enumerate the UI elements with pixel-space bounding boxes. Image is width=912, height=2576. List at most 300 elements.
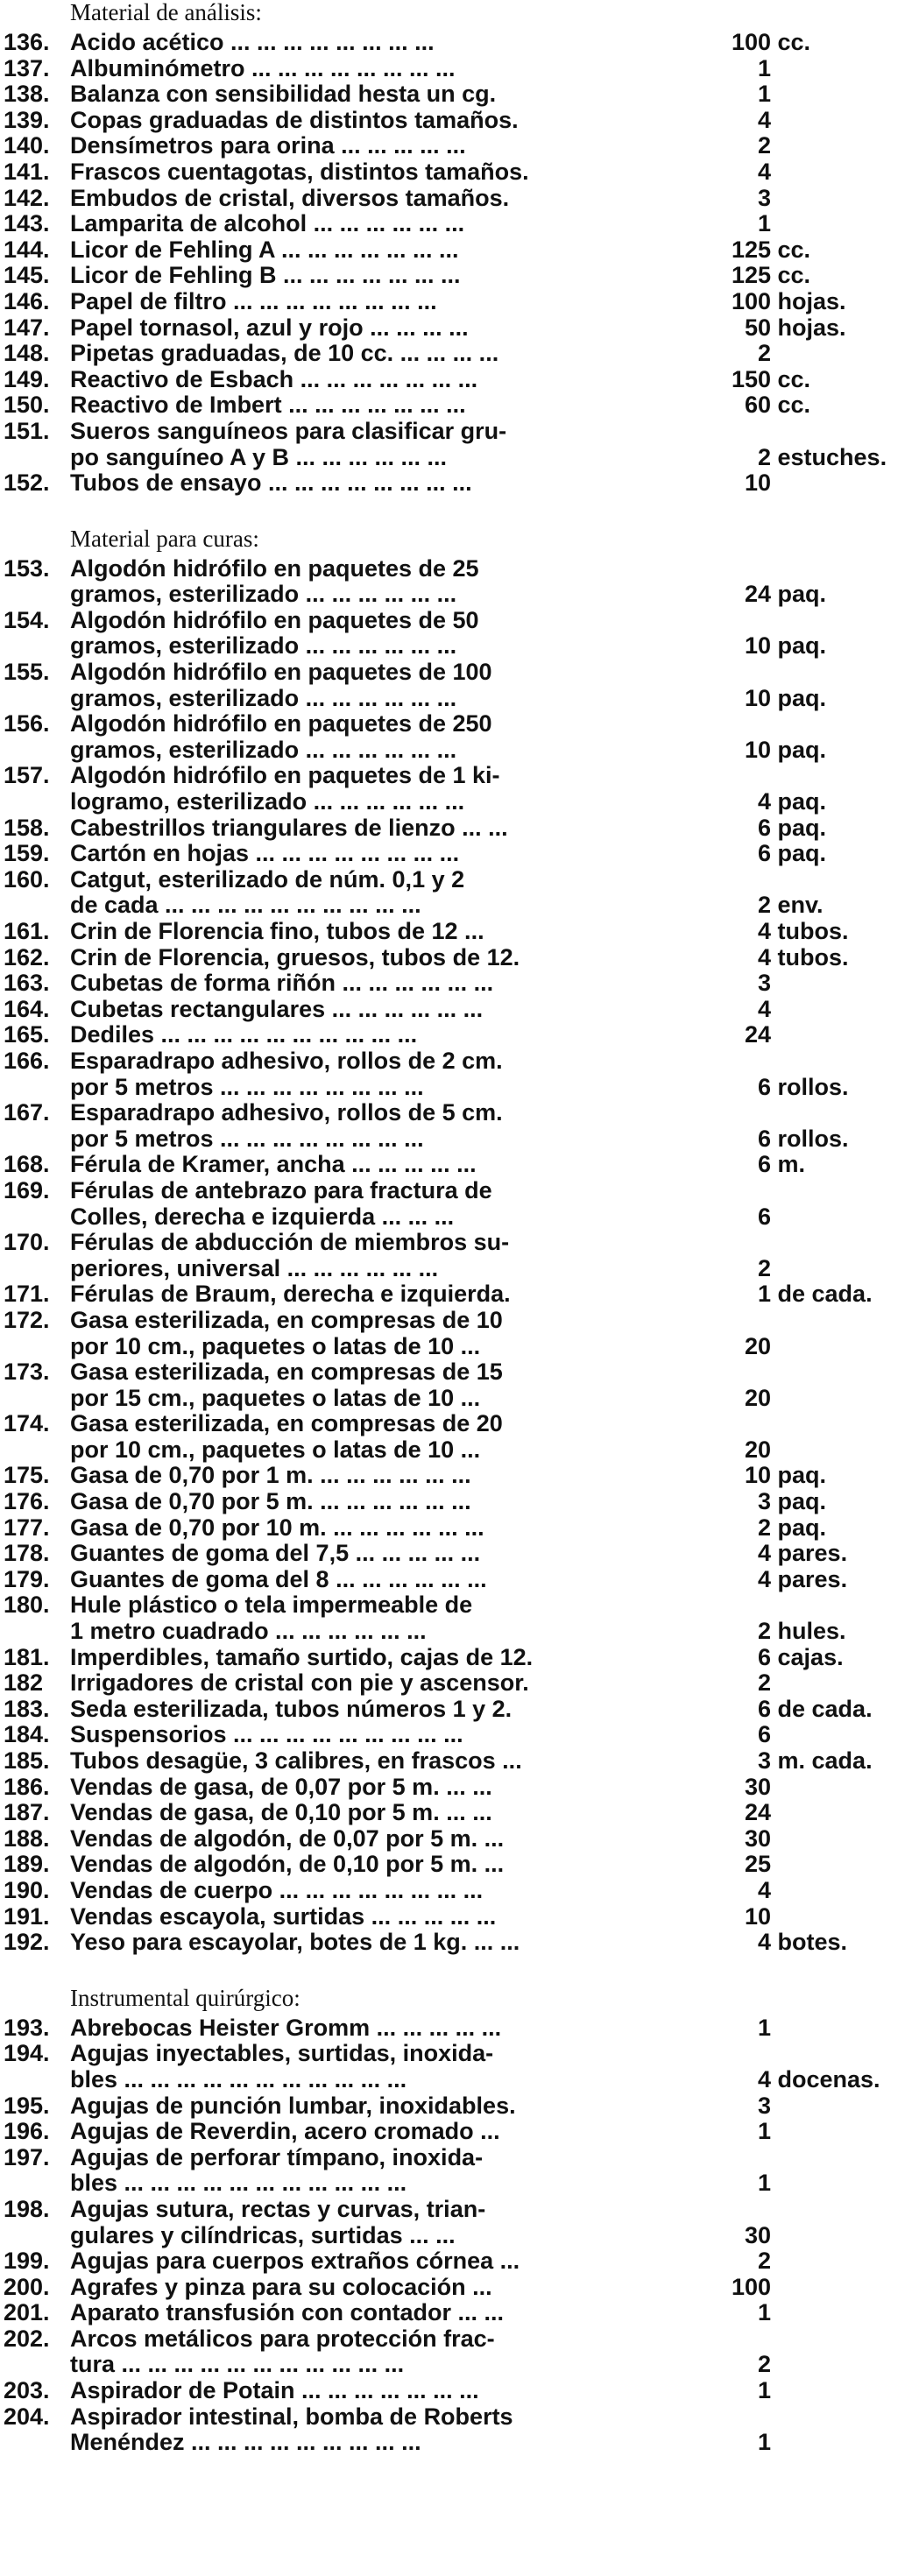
quantity-value: 2 bbox=[757, 2351, 771, 2378]
item-quantity bbox=[732, 1567, 912, 1593]
item-description: Aspirador de Potain ... ... ... ... ... ... ... bbox=[70, 2377, 479, 2404]
item-number: 148. bbox=[4, 340, 50, 367]
item-number: 193. bbox=[4, 2014, 50, 2041]
item-description: Agujas de perforar tímpano, inoxida- bles ... ... ... ... ... ... ... ... ... ... ... bbox=[70, 2143, 484, 2197]
quantity-unit: cc. bbox=[777, 365, 811, 392]
item-description: Guantes de goma del 7,5 ... ... ... ... ... bbox=[70, 1540, 481, 1567]
quantity-unit: hojas. bbox=[777, 287, 846, 314]
list-item bbox=[0, 2041, 912, 2093]
quantity-unit: rollos. bbox=[777, 1073, 849, 1100]
item-description: Agujas para cuerpos extraños córnea ... bbox=[70, 2248, 520, 2275]
list-item bbox=[0, 2275, 912, 2301]
item-description: Gasa esterilizada, en compresas de 20 por 10 cm., paquetes o latas de 10 ... bbox=[70, 1410, 503, 1463]
quantity-value: 1 bbox=[757, 2299, 771, 2326]
item-number: 192. bbox=[4, 1929, 50, 1956]
item-description: Vendas de gasa, de 0,07 por 5 m. ... ... bbox=[70, 1773, 492, 1800]
item-quantity bbox=[732, 263, 912, 289]
item-number: 198. bbox=[4, 2195, 50, 2222]
item-description: Vendas de cuerpo ... ... ... ... ... ... ... ... bbox=[70, 1876, 484, 1903]
quantity-unit: cc. bbox=[777, 392, 811, 419]
item-quantity bbox=[732, 997, 912, 1023]
quantity-value: 10 bbox=[744, 684, 771, 711]
item-quantity bbox=[732, 1697, 912, 1723]
item-quantity bbox=[732, 30, 912, 56]
item-number: 174. bbox=[4, 1410, 50, 1437]
item-number: 185. bbox=[4, 1747, 50, 1774]
item-description: Gasa de 0,70 por 1 m. ... ... ... ... ... ... bbox=[70, 1462, 471, 1489]
item-description: Albuminómetro ... ... ... ... ... ... ... ... bbox=[70, 54, 456, 81]
item-description: Aspirador intestinal, bomba de Roberts Menéndez ... ... ... ... ... ... ... ... ... bbox=[70, 2403, 513, 2456]
item-number: 162. bbox=[4, 943, 50, 970]
item-description: Vendas de algodón, de 0,07 por 5 m. ... bbox=[70, 1824, 505, 1852]
quantity-value: 20 bbox=[744, 1332, 771, 1359]
list-item bbox=[0, 841, 912, 867]
item-quantity bbox=[732, 1748, 912, 1775]
item-number: 141. bbox=[4, 158, 50, 185]
list-item bbox=[0, 2093, 912, 2120]
item-description: Arcos metálicos para protección frac- tura ... ... ... ... ... ... ... ... ... ... ... bbox=[70, 2325, 495, 2378]
quantity-value: 24 bbox=[744, 1021, 771, 1048]
item-quantity bbox=[732, 970, 912, 997]
item-number: 173. bbox=[4, 1359, 50, 1386]
quantity-unit: paq. bbox=[777, 736, 827, 763]
item-quantity bbox=[732, 470, 912, 497]
item-number: 156. bbox=[4, 710, 50, 738]
item-quantity bbox=[732, 2223, 912, 2249]
item-description: Abrebocas Heister Gromm ... ... ... ... ... bbox=[70, 2014, 502, 2041]
quantity-value: 6 bbox=[757, 1125, 771, 1152]
quantity-value: 6 bbox=[757, 814, 771, 841]
item-description: Agujas inyectables, surtidas, inoxida- bles ... ... ... ... ... ... ... ... ... ... ... bbox=[70, 2040, 494, 2093]
quantity-value: 30 bbox=[744, 2221, 771, 2248]
item-description: Irrigadores de cristal con pie y ascensor. bbox=[70, 1669, 529, 1697]
item-quantity bbox=[732, 1386, 912, 1412]
item-description: Imperdibles, tamaño surtido, cajas de 12. bbox=[70, 1643, 534, 1670]
item-description: Cubetas rectangulares ... ... ... ... ... ... bbox=[70, 995, 484, 1022]
item-number: 158. bbox=[4, 814, 50, 841]
item-quantity bbox=[732, 2248, 912, 2275]
item-number: 187. bbox=[4, 1799, 50, 1826]
item-number: 200. bbox=[4, 2273, 50, 2300]
item-description: Gasa esterilizada, en compresas de 10 por 10 cm., paquetes o latas de 10 ... bbox=[70, 1306, 503, 1359]
item-quantity bbox=[732, 1515, 912, 1542]
list-item bbox=[0, 211, 912, 237]
quantity-unit: paq. bbox=[777, 684, 827, 711]
quantity-value: 4 bbox=[757, 2065, 771, 2093]
quantity-value: 2 bbox=[757, 1618, 771, 1645]
quantity-value: 1 bbox=[757, 2429, 771, 2456]
item-quantity bbox=[732, 1878, 912, 1904]
quantity-value: 20 bbox=[744, 1384, 771, 1411]
item-quantity bbox=[732, 367, 912, 393]
item-number: 139. bbox=[4, 106, 50, 133]
item-number: 168. bbox=[4, 1151, 50, 1178]
quantity-unit: hojas. bbox=[777, 314, 846, 341]
list-item bbox=[0, 1800, 912, 1826]
item-description: Reactivo de Esbach ... ... ... ... ... ... ... bbox=[70, 365, 478, 392]
quantity-value: 100 bbox=[732, 287, 772, 314]
quantity-value: 2 bbox=[757, 1514, 771, 1541]
item-quantity bbox=[732, 392, 912, 419]
list-item bbox=[0, 341, 912, 367]
item-description: Cartón en hojas ... ... ... ... ... ... ... ... bbox=[70, 840, 460, 867]
item-description: Acido acético ... ... ... ... ... ... ... ... bbox=[70, 29, 435, 55]
item-quantity bbox=[732, 2067, 912, 2093]
item-number: 138. bbox=[4, 81, 50, 108]
list-item bbox=[0, 159, 912, 186]
list-item bbox=[0, 470, 912, 497]
item-number: 171. bbox=[4, 1281, 50, 1308]
item-number: 182 bbox=[4, 1669, 44, 1697]
item-quantity bbox=[732, 2015, 912, 2042]
list-item bbox=[0, 186, 912, 212]
item-number: 147. bbox=[4, 314, 50, 341]
quantity-unit: paq. bbox=[777, 1462, 827, 1489]
item-quantity bbox=[732, 1670, 912, 1697]
item-description: Vendas de gasa, de 0,10 por 5 m. ... ... bbox=[70, 1799, 492, 1826]
list-item bbox=[0, 1748, 912, 1775]
item-number: 189. bbox=[4, 1851, 50, 1878]
quantity-unit: pares. bbox=[777, 1565, 848, 1592]
quantity-unit: cc. bbox=[777, 262, 811, 289]
quantity-unit: cajas. bbox=[777, 1643, 844, 1670]
quantity-unit: tubos. bbox=[777, 943, 849, 970]
quantity-value: 50 bbox=[744, 314, 771, 341]
quantity-unit: rollos. bbox=[777, 1125, 849, 1152]
quantity-value: 25 bbox=[744, 1851, 771, 1878]
quantity-unit: cc. bbox=[777, 236, 811, 263]
quantity-value: 100 bbox=[732, 29, 772, 55]
quantity-value: 6 bbox=[757, 1721, 771, 1748]
item-quantity bbox=[732, 789, 912, 815]
quantity-value: 4 bbox=[757, 788, 771, 815]
item-quantity bbox=[732, 2170, 912, 2197]
item-number: 184. bbox=[4, 1721, 50, 1748]
item-number: 167. bbox=[4, 1099, 50, 1126]
list-item bbox=[0, 608, 912, 660]
item-number: 137. bbox=[4, 54, 50, 81]
quantity-unit: m. cada. bbox=[777, 1747, 873, 1774]
item-description: Crin de Florencia, gruesos, tubos de 12. bbox=[70, 943, 520, 970]
list-item bbox=[0, 30, 912, 56]
item-number: 204. bbox=[4, 2403, 50, 2430]
list-item bbox=[0, 56, 912, 82]
item-quantity bbox=[732, 1334, 912, 1360]
item-quantity bbox=[732, 1204, 912, 1231]
list-item bbox=[0, 2015, 912, 2042]
quantity-value: 4 bbox=[757, 158, 771, 185]
item-quantity bbox=[732, 289, 912, 315]
item-quantity bbox=[732, 1800, 912, 1826]
item-number: 145. bbox=[4, 262, 50, 289]
item-number: 178. bbox=[4, 1540, 50, 1567]
item-description: Algodón hidrófilo en paquetes de 100 gramos, esterilizado ... ... ... ... ... ... bbox=[70, 659, 492, 711]
quantity-unit: pares. bbox=[777, 1540, 848, 1567]
item-number: 177. bbox=[4, 1514, 50, 1541]
quantity-value: 2 bbox=[757, 1254, 771, 1281]
quantity-value: 10 bbox=[744, 1902, 771, 1930]
item-description: Densímetros para orina ... ... ... ... ... bbox=[70, 132, 466, 159]
item-number: 149. bbox=[4, 365, 50, 392]
quantity-value: 60 bbox=[744, 392, 771, 419]
quantity-unit: paq. bbox=[777, 1488, 827, 1515]
list-item bbox=[0, 556, 912, 608]
item-description: Agujas de punción lumbar, inoxidables. bbox=[70, 2092, 516, 2119]
list-item bbox=[0, 1592, 912, 1644]
item-quantity bbox=[732, 1541, 912, 1567]
item-quantity bbox=[732, 686, 912, 712]
quantity-unit: paq. bbox=[777, 581, 827, 608]
quantity-value: 4 bbox=[757, 1929, 771, 1956]
list-item bbox=[0, 289, 912, 315]
item-number: 155. bbox=[4, 659, 50, 686]
list-item bbox=[0, 1022, 912, 1048]
item-description: Yeso para escayolar, botes de 1 kg. ... ... bbox=[70, 1929, 520, 1956]
list-item bbox=[0, 2326, 912, 2378]
item-quantity bbox=[732, 2093, 912, 2120]
item-quantity bbox=[732, 186, 912, 212]
item-number: 161. bbox=[4, 918, 50, 944]
item-description: Tubos de ensayo ... ... ... ... ... ... ... ... bbox=[70, 469, 472, 497]
item-number: 195. bbox=[4, 2092, 50, 2119]
item-description: Balanza con sensibilidad hesta un cg. bbox=[70, 81, 497, 108]
list-item bbox=[0, 1697, 912, 1723]
item-description: Gasa esterilizada, en compresas de 15 por 15 cm., paquetes o latas de 10 ... bbox=[70, 1359, 503, 1411]
list-item bbox=[0, 1411, 912, 1463]
item-quantity bbox=[732, 2275, 912, 2301]
quantity-value: 3 bbox=[757, 2092, 771, 2119]
item-description: Agujas sutura, rectas y curvas, trian- gulares y cilíndricas, surtidas ... ... bbox=[70, 2195, 486, 2248]
list-item bbox=[0, 1281, 912, 1308]
item-number: 186. bbox=[4, 1773, 50, 1800]
list-item bbox=[0, 1775, 912, 1801]
list-item bbox=[0, 815, 912, 842]
item-number: 188. bbox=[4, 1824, 50, 1852]
item-description: Esparadrapo adhesivo, rollos de 2 cm. por 5 metros ... ... ... ... ... ... ... ... bbox=[70, 1047, 503, 1100]
quantity-value: 6 bbox=[757, 840, 771, 867]
item-description: Agujas de Reverdin, acero cromado ... bbox=[70, 2118, 500, 2145]
quantity-value: 1 bbox=[757, 2377, 771, 2404]
quantity-value: 2 bbox=[757, 2248, 771, 2275]
quantity-value: 10 bbox=[744, 469, 771, 497]
quantity-unit: de cada. bbox=[777, 1695, 873, 1722]
item-quantity bbox=[732, 1852, 912, 1878]
quantity-unit: paq. bbox=[777, 788, 827, 815]
list-item bbox=[0, 263, 912, 289]
quantity-value: 10 bbox=[744, 632, 771, 660]
item-number: 157. bbox=[4, 762, 50, 789]
quantity-value: 30 bbox=[744, 1773, 771, 1800]
quantity-value: 1 bbox=[757, 2118, 771, 2145]
list-item bbox=[0, 711, 912, 763]
quantity-value: 2 bbox=[757, 892, 771, 919]
list-item bbox=[0, 919, 912, 945]
item-number: 151. bbox=[4, 417, 50, 444]
item-description: Algodón hidrófilo en paquetes de 50 gramos, esterilizado ... ... ... ... ... ... bbox=[70, 606, 479, 660]
item-number: 175. bbox=[4, 1462, 50, 1489]
list-item bbox=[0, 997, 912, 1023]
list-item bbox=[0, 2378, 912, 2404]
item-quantity bbox=[732, 1489, 912, 1515]
item-number: 180. bbox=[4, 1591, 50, 1619]
list-item bbox=[0, 1463, 912, 1489]
list-item bbox=[0, 1852, 912, 1878]
list-item bbox=[0, 133, 912, 159]
quantity-unit: botes. bbox=[777, 1929, 848, 1956]
quantity-unit: estuches. bbox=[777, 443, 887, 470]
item-quantity bbox=[732, 1075, 912, 1101]
item-quantity bbox=[732, 1256, 912, 1282]
list-item bbox=[0, 1722, 912, 1748]
item-number: 160. bbox=[4, 865, 50, 893]
item-quantity bbox=[732, 1126, 912, 1153]
item-quantity bbox=[732, 2119, 912, 2145]
item-description: Reactivo de Imbert ... ... ... ... ... ... ... bbox=[70, 392, 466, 419]
item-description: Cubetas de forma riñón ... ... ... ... ... ... bbox=[70, 970, 494, 997]
item-number: 172. bbox=[4, 1306, 50, 1333]
quantity-value: 3 bbox=[757, 1488, 771, 1515]
item-number: 150. bbox=[4, 392, 50, 419]
item-quantity bbox=[732, 211, 912, 237]
quantity-value: 1 bbox=[757, 210, 771, 237]
quantity-value: 10 bbox=[744, 1462, 771, 1489]
quantity-value: 2 bbox=[757, 132, 771, 159]
item-number: 183. bbox=[4, 1695, 50, 1722]
quantity-unit: de cada. bbox=[777, 1281, 873, 1308]
item-number: 191. bbox=[4, 1902, 50, 1930]
quantity-value: 1 bbox=[757, 2014, 771, 2041]
list-item bbox=[0, 1100, 912, 1152]
item-quantity bbox=[732, 1775, 912, 1801]
item-number: 190. bbox=[4, 1876, 50, 1903]
list-item bbox=[0, 1567, 912, 1593]
item-description: Sueros sanguíneos para clasificar gru- po sanguíneo A y B ... ... ... ... ... ... bbox=[70, 417, 507, 470]
quantity-value: 10 bbox=[744, 736, 771, 763]
quantity-value: 4 bbox=[757, 1540, 771, 1567]
quantity-value: 4 bbox=[757, 1565, 771, 1592]
item-description: Algodón hidrófilo en paquetes de 25 gramos, esterilizado ... ... ... ... ... ... bbox=[70, 554, 479, 608]
item-description: Suspensorios ... ... ... ... ... ... ... ... ... bbox=[70, 1721, 463, 1748]
section-title: Material de análisis: bbox=[70, 0, 262, 25]
item-quantity bbox=[732, 1619, 912, 1645]
item-description: Crin de Florencia fino, tubos de 12 ... bbox=[70, 918, 484, 944]
list-item bbox=[0, 2404, 912, 2456]
item-description: Hule plástico o tela impermeable de 1 metro cuadrado ... ... ... ... ... ... bbox=[70, 1591, 473, 1645]
item-number: 159. bbox=[4, 840, 50, 867]
list-item bbox=[0, 1178, 912, 1230]
item-quantity bbox=[732, 1826, 912, 1853]
quantity-value: 24 bbox=[744, 1799, 771, 1826]
quantity-unit: paq. bbox=[777, 1514, 827, 1541]
quantity-value: 6 bbox=[757, 1073, 771, 1100]
quantity-value: 1 bbox=[757, 81, 771, 108]
item-description: Gasa de 0,70 por 10 m. ... ... ... ... ... ... bbox=[70, 1514, 484, 1541]
item-quantity bbox=[732, 919, 912, 945]
item-quantity bbox=[732, 1722, 912, 1748]
quantity-value: 1 bbox=[757, 54, 771, 81]
quantity-unit: paq. bbox=[777, 840, 827, 867]
list-item bbox=[0, 392, 912, 419]
list-item bbox=[0, 419, 912, 470]
item-quantity bbox=[732, 159, 912, 186]
item-description: Férulas de Braum, derecha e izquierda. bbox=[70, 1281, 511, 1308]
item-number: 144. bbox=[4, 236, 50, 263]
quantity-value: 2 bbox=[757, 340, 771, 367]
item-number: 153. bbox=[4, 554, 50, 582]
item-quantity bbox=[732, 237, 912, 264]
item-quantity bbox=[732, 2352, 912, 2378]
list-item bbox=[0, 237, 912, 264]
quantity-value: 100 bbox=[732, 2273, 772, 2300]
item-description: Férulas de abducción de miembros su- periores, universal ... ... ... ... ... ... bbox=[70, 1229, 510, 1281]
list-item bbox=[0, 2300, 912, 2326]
item-quantity bbox=[732, 56, 912, 82]
quantity-value: 4 bbox=[757, 1876, 771, 1903]
quantity-value: 20 bbox=[744, 1436, 771, 1463]
item-quantity bbox=[732, 1930, 912, 1956]
item-quantity bbox=[732, 1152, 912, 1178]
item-description: Férula de Kramer, ancha ... ... ... ... ... bbox=[70, 1151, 477, 1178]
item-description: Tubos desagüe, 3 calibres, en frascos ... bbox=[70, 1747, 522, 1774]
list-item bbox=[0, 1515, 912, 1542]
quantity-value: 4 bbox=[757, 943, 771, 970]
item-number: 146. bbox=[4, 287, 50, 314]
list-item bbox=[0, 763, 912, 815]
item-quantity bbox=[732, 1645, 912, 1671]
item-quantity bbox=[732, 108, 912, 134]
item-description: Catgut, esterilizado de núm. 0,1 y 2 de cada ... ... ... ... ... ... ... ... ... ... bbox=[70, 865, 465, 919]
item-number: 136. bbox=[4, 29, 50, 55]
item-description: Agrafes y pinza para su colocación ... bbox=[70, 2273, 492, 2300]
list-item bbox=[0, 1308, 912, 1359]
list-item bbox=[0, 1230, 912, 1281]
item-description: Aparato transfusión con contador ... ... bbox=[70, 2299, 505, 2326]
list-item bbox=[0, 1826, 912, 1853]
list-item bbox=[0, 2145, 912, 2197]
quantity-value: 3 bbox=[757, 1747, 771, 1774]
item-description: Dediles ... ... ... ... ... ... ... ... ... ... bbox=[70, 1021, 418, 1048]
item-description: Guantes de goma del 8 ... ... ... ... ... ... bbox=[70, 1565, 487, 1592]
list-item bbox=[0, 315, 912, 342]
quantity-value: 6 bbox=[757, 1151, 771, 1178]
quantity-value: 2 bbox=[757, 1669, 771, 1697]
item-description: Gasa de 0,70 por 5 m. ... ... ... ... ... ... bbox=[70, 1488, 471, 1515]
quantity-unit: paq. bbox=[777, 814, 827, 841]
item-description: Embudos de cristal, diversos tamaños. bbox=[70, 184, 510, 211]
item-number: 196. bbox=[4, 2118, 50, 2145]
list-item bbox=[0, 945, 912, 971]
quantity-unit: paq. bbox=[777, 632, 827, 660]
item-quantity bbox=[732, 945, 912, 971]
item-quantity bbox=[732, 445, 912, 471]
item-description: Esparadrapo adhesivo, rollos de 5 cm. por 5 metros ... ... ... ... ... ... ... ... bbox=[70, 1099, 503, 1152]
list-item bbox=[0, 81, 912, 108]
list-item bbox=[0, 1930, 912, 1956]
item-quantity bbox=[732, 2378, 912, 2404]
item-quantity bbox=[732, 1463, 912, 1489]
item-description: Lamparita de alcohol ... ... ... ... ... ... bbox=[70, 210, 465, 237]
item-quantity bbox=[732, 341, 912, 367]
item-quantity bbox=[732, 815, 912, 842]
list-item bbox=[0, 2197, 912, 2248]
quantity-value: 24 bbox=[744, 581, 771, 608]
item-number: 163. bbox=[4, 970, 50, 997]
item-quantity bbox=[732, 1281, 912, 1308]
quantity-unit: hules. bbox=[777, 1618, 846, 1645]
item-quantity bbox=[732, 2430, 912, 2456]
item-number: 140. bbox=[4, 132, 50, 159]
item-number: 202. bbox=[4, 2325, 50, 2352]
